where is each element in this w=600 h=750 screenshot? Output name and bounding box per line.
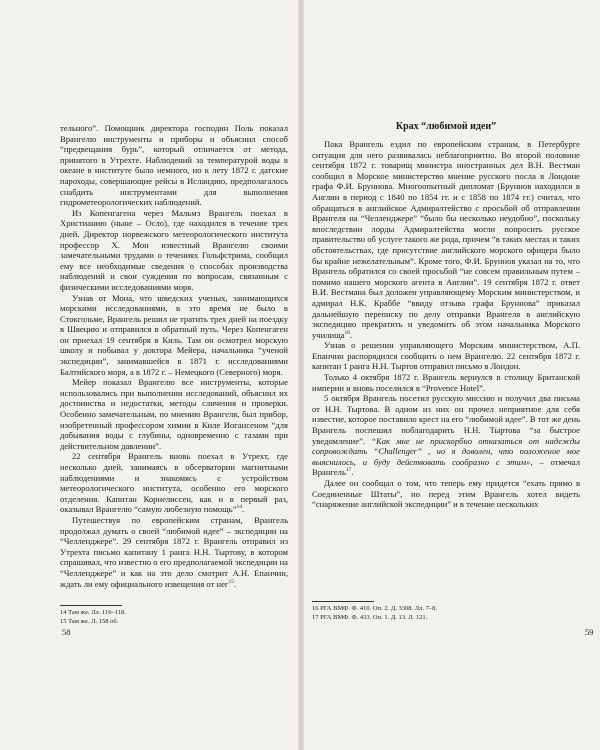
left-page-body [60, 123, 288, 589]
paragraph: Мейер показал Врангелю все инструменты, которые использовались при выполнении исследований, объяснил их достоинства и недостатки, методы сличения и проверки. Особенно замечательным, по мнению Врангеля, был прибор, изобретенный профессором химии в Киле Иогансеном “для добывания воды с глубины, одновременно с газами при действительном давлении”. [60, 377, 288, 451]
page-number: 59 [585, 627, 594, 637]
footnote: 16 РГА ВМФ. Ф. 410. Оп. 2. Д. 3308. Лл. 7–8. [312, 605, 438, 612]
footnote: 17 РГА ВМФ. Ф. 433. Оп. 1. Д. 13. Л. 121. [312, 613, 428, 621]
right-page [304, 0, 600, 750]
footnote: 14 Там же. Лл. 116–118. [60, 609, 126, 616]
paragraph: Пока Врангель ездил по европейским странам, в Петербурге ситуация для него развивалась неблагоприятно. Во второй половине сентября 1872 г. товарищ министра иностранных дел В.Н. Вестман сообщил в Морское министерство мнение русского посла в Лондоне графа Ф.И. Бруннова. Многоопытный дипломат (Бруннов находился в Англии в период с 1840 по 1854 гг. и с 1858 по 1874 гг.) считал, что обращаться в английское Адмиралтейство с просьбой об отправлении Врангеля на “Челленджере” “было бы несколько неудобно”, поскольку впоследствии лорды Адмиралтейства могли попросить русское правительство об услуге такого же рода, причем “в таких местах и таких обстоятельствах, где присутствие английского морского офицера было бы крайне нежелательным”. Кроме того, Ф.И. Бруннов указал на то, что Врангель обратился со своей просьбой “не совсем правильным путем – помимо нашего морского агента в Англии”. 19 сентября 1872 г. ответ В.И. Вестмана был доложен управляющему Морским министерством, и адмирал Н.К. Краббе “ввиду отзыва графа Бруннова” приказал дальнейшую переписку по делу отправки Врангеля в английскую экспедицию прекратить и уведомить об этом начальника Морского училища$^{16}$. [312, 139, 580, 340]
page-number: 58 [62, 627, 71, 637]
paragraph: Из Копенгагена через Мальмэ Врангель поехал в Христианию (ныне – Осло), где находился в течение трех дней. Директор норвежского метеорологического института профессор Х. Мон известный Врангелю своими замечательными трудами о течениях Гольфстрима, сообщил ему все необходимые сведения о способах производства наблюдений и свои суждения по вопросам, связанным с физическими исследованиями моря. [60, 207, 288, 292]
paragraph: 22 сентября Врангель вновь поехал в Утрехт, где несколько дней, занимаясь в обсерватории магнитными наблюдениями и знакомясь с устройством метеорологического института, особенно его морского отделения. Капитан Корнелиссен, как и в первый раз, оказывал Врангелю “самую любезную помощь”$^{14}$. [60, 451, 288, 515]
footnote-rule [60, 605, 122, 606]
paragraph: Путешествуя по европейским странам, Врангель продолжал думать о своей “любимой идее” – экспедиции на “Челленджере”. 29 сентября 1872 г. Врангель отправил из Утрехта письмо капитану 1 ранга Н.Н. Тыртову, в котором спрашивал, что известно о его предполагаемой экспедиции на “Челленджере” и как на это дело смотрит А.Н. Епанчин, ждать ли ему официального извещения от нег$^{15}$. [60, 514, 288, 589]
right-page-body [312, 139, 580, 510]
footnote-ref: 16 [344, 329, 351, 336]
left-page [0, 0, 298, 750]
paragraph: 5 октября Врангель посетил русскую миссию и получил два письма от Н.Н. Тыртова. В одном из них он прочел неприятное для себя известие, которое поставило крест на его “любимой идее”. В тот же день Врангель поспешил поблагодарить Н.Н. Тыртова “за быстрое уведомление”. “Как мне не прискорбно отказаться от надежды сопровождать “Challenger” , но я доволен, что положение мое выяснилось, и буду действовать сообразно с этим», – отмечал Врангель$^{17}$. [312, 393, 580, 478]
paragraph: Узнав от Мона, что шведских ученых, занимающихся морскими исследованиями, в это время не было в Стокгольме, Врангель решил не тратить трех дней на поездку в Швецию и отправился в обратный путь. Через Копенгаген он приехал 19 сентября в Киль. Там он осмотрел морскую школу и побывал у доктора Мейера, начальника “ученой экспедиции”, занимавшейся в 1871 г. исследованиями Балтийского моря, а в 1872 г. – Немецкого (Северного) моря. [60, 292, 288, 377]
footnote-rule [312, 601, 374, 602]
footnote: 15 Там же. Л. 158 об. [60, 617, 119, 625]
footnotes [60, 609, 288, 626]
paragraph: Только 4 октября 1872 г. Врангель вернулся в столицу Британской империи и вновь поселился в “Provence Hotel”. [312, 372, 580, 393]
paragraph: Узнав о решении управляющего Морским министерством, А.П. Епанчин распорядился сообщить о нем Врангелю. 22 сентября 1872 г. капитан 1 ранга Н.Н. Тыртов отправил письмо в Лондон. [312, 340, 580, 372]
footnotes [312, 605, 580, 622]
section-heading: Крах “любимой идеи” [395, 121, 497, 132]
footnote-ref: 17 [345, 467, 352, 474]
paragraph: тельного”. Помощник директора господин Поль показал Врангелю инструменты и приборы и объяснил способ “предвещания бурь”, который отличается от метода, принятого в Утрехте. Наблюдений за температурой воды в океане в институте было немного, но к лету 1872 г. датские пароходы, совершающие рейсы в Исландию, предполагалось снабдить инструментами для выполнения гидрометеорологических наблюдений. [60, 123, 288, 208]
italic-quote: “Как мне не прискорбно отказаться от надежды сопровождать “Challenger” , но я доволен, что положение мое выяснилось, и буду действовать сообразно с этим» [312, 435, 580, 467]
footnote-ref: 15 [228, 578, 234, 585]
paragraph: Далее он сообщал о том, что теперь ему придется “ехать прямо в Соединенные Штаты”, но перед этим Врангель хотел видеть “снаряжение английской экспедиции” и в течение нескольких [312, 478, 580, 510]
footnote-ref: 14 [236, 504, 243, 511]
